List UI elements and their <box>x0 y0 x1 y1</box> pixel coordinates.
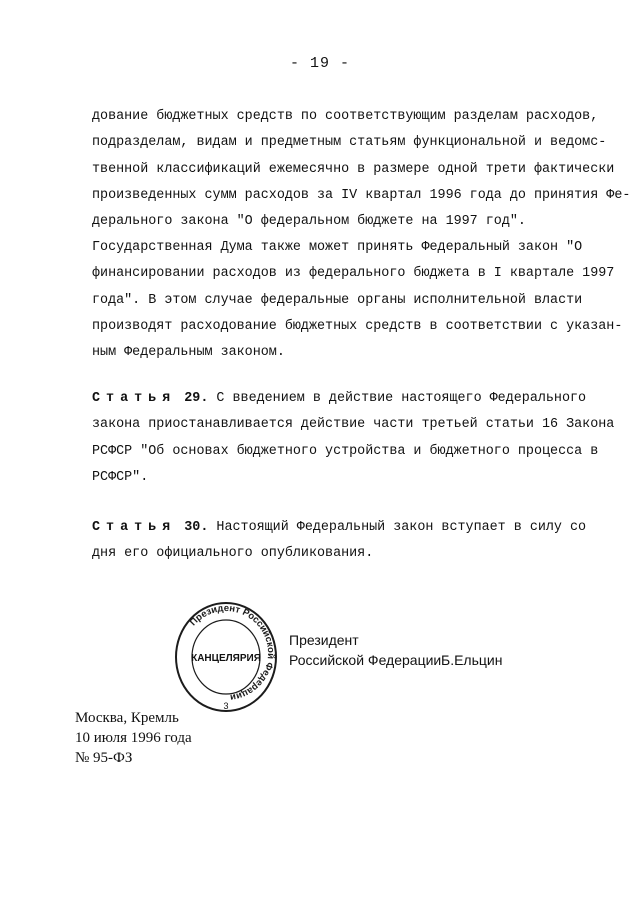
text-line: твенной классификаций ежемесячно в размере одной трети фактически <box>92 161 615 177</box>
article-heading: Статья <box>92 520 177 535</box>
text-line: РСФСР". <box>92 469 149 485</box>
official-seal <box>174 601 278 717</box>
article-29 <box>92 386 615 491</box>
text-line: закона приостанавливается действие части третьей статьи 16 Закона <box>92 417 615 433</box>
text-line: дерального закона "О федеральном бюджете на 1997 год". <box>92 214 526 230</box>
article-heading: Статья <box>92 391 177 406</box>
text-line: РСФСР "Об основах бюджетного устройства и бюджетного процесса в <box>92 443 599 459</box>
text-line-content: Настоящий Федеральный закон вступает в силу со <box>216 520 587 535</box>
article-number: 30. <box>184 520 209 535</box>
seal-center-text: КАНЦЕЛЯРИЯ <box>191 653 261 664</box>
text-line <box>92 235 583 261</box>
signing-place: Москва, Кремль <box>75 710 179 726</box>
page-number: - 19 - <box>289 55 350 72</box>
text-line: подразделам, видам и предметным статьям функциональной и ведомс- <box>92 135 607 151</box>
article-number: 29. <box>184 391 209 406</box>
signature-title-line: Президент <box>289 632 359 648</box>
text-line: ным Федеральным законом. <box>92 345 285 361</box>
text-line: производят расходование бюджетных средств в соответствии с указан- <box>92 318 623 334</box>
text-line: дование бюджетных средств по соответствующим разделам расходов, <box>92 109 599 124</box>
text-line: произведенных сумм расходов за IV квартал 1996 года до принятия Фе- <box>92 187 631 203</box>
paragraph-duma <box>92 235 623 366</box>
signature-title <box>289 630 442 670</box>
article-first-line <box>92 515 587 541</box>
text-line: дня его официального опубликования. <box>92 546 374 562</box>
paragraph-continuation <box>92 104 631 235</box>
seal-ring-text: Президент Российской Федерации <box>187 602 277 703</box>
place-and-date <box>75 708 192 768</box>
article-30 <box>92 515 587 568</box>
signing-date: 10 июля 1996 года <box>75 730 192 746</box>
text-line: финансировании расходов из федерального бюджета в I квартале 1997 <box>92 266 615 282</box>
text-line-content: Государственная Дума также может принять Федеральный закон "О <box>92 240 583 255</box>
text-line: года". В этом случае федеральные органы исполнительной власти <box>92 292 583 308</box>
signature-name: Б.Ельцин <box>441 652 503 668</box>
article-first-line <box>92 386 587 412</box>
seal-number: 3 <box>223 701 229 711</box>
signature-title-line: Российской Федерации <box>289 652 442 668</box>
text-line-content: С введением в действие настоящего Федерального <box>216 391 587 406</box>
seal-graphic <box>174 601 278 717</box>
law-number: № 95-ФЗ <box>75 750 133 766</box>
